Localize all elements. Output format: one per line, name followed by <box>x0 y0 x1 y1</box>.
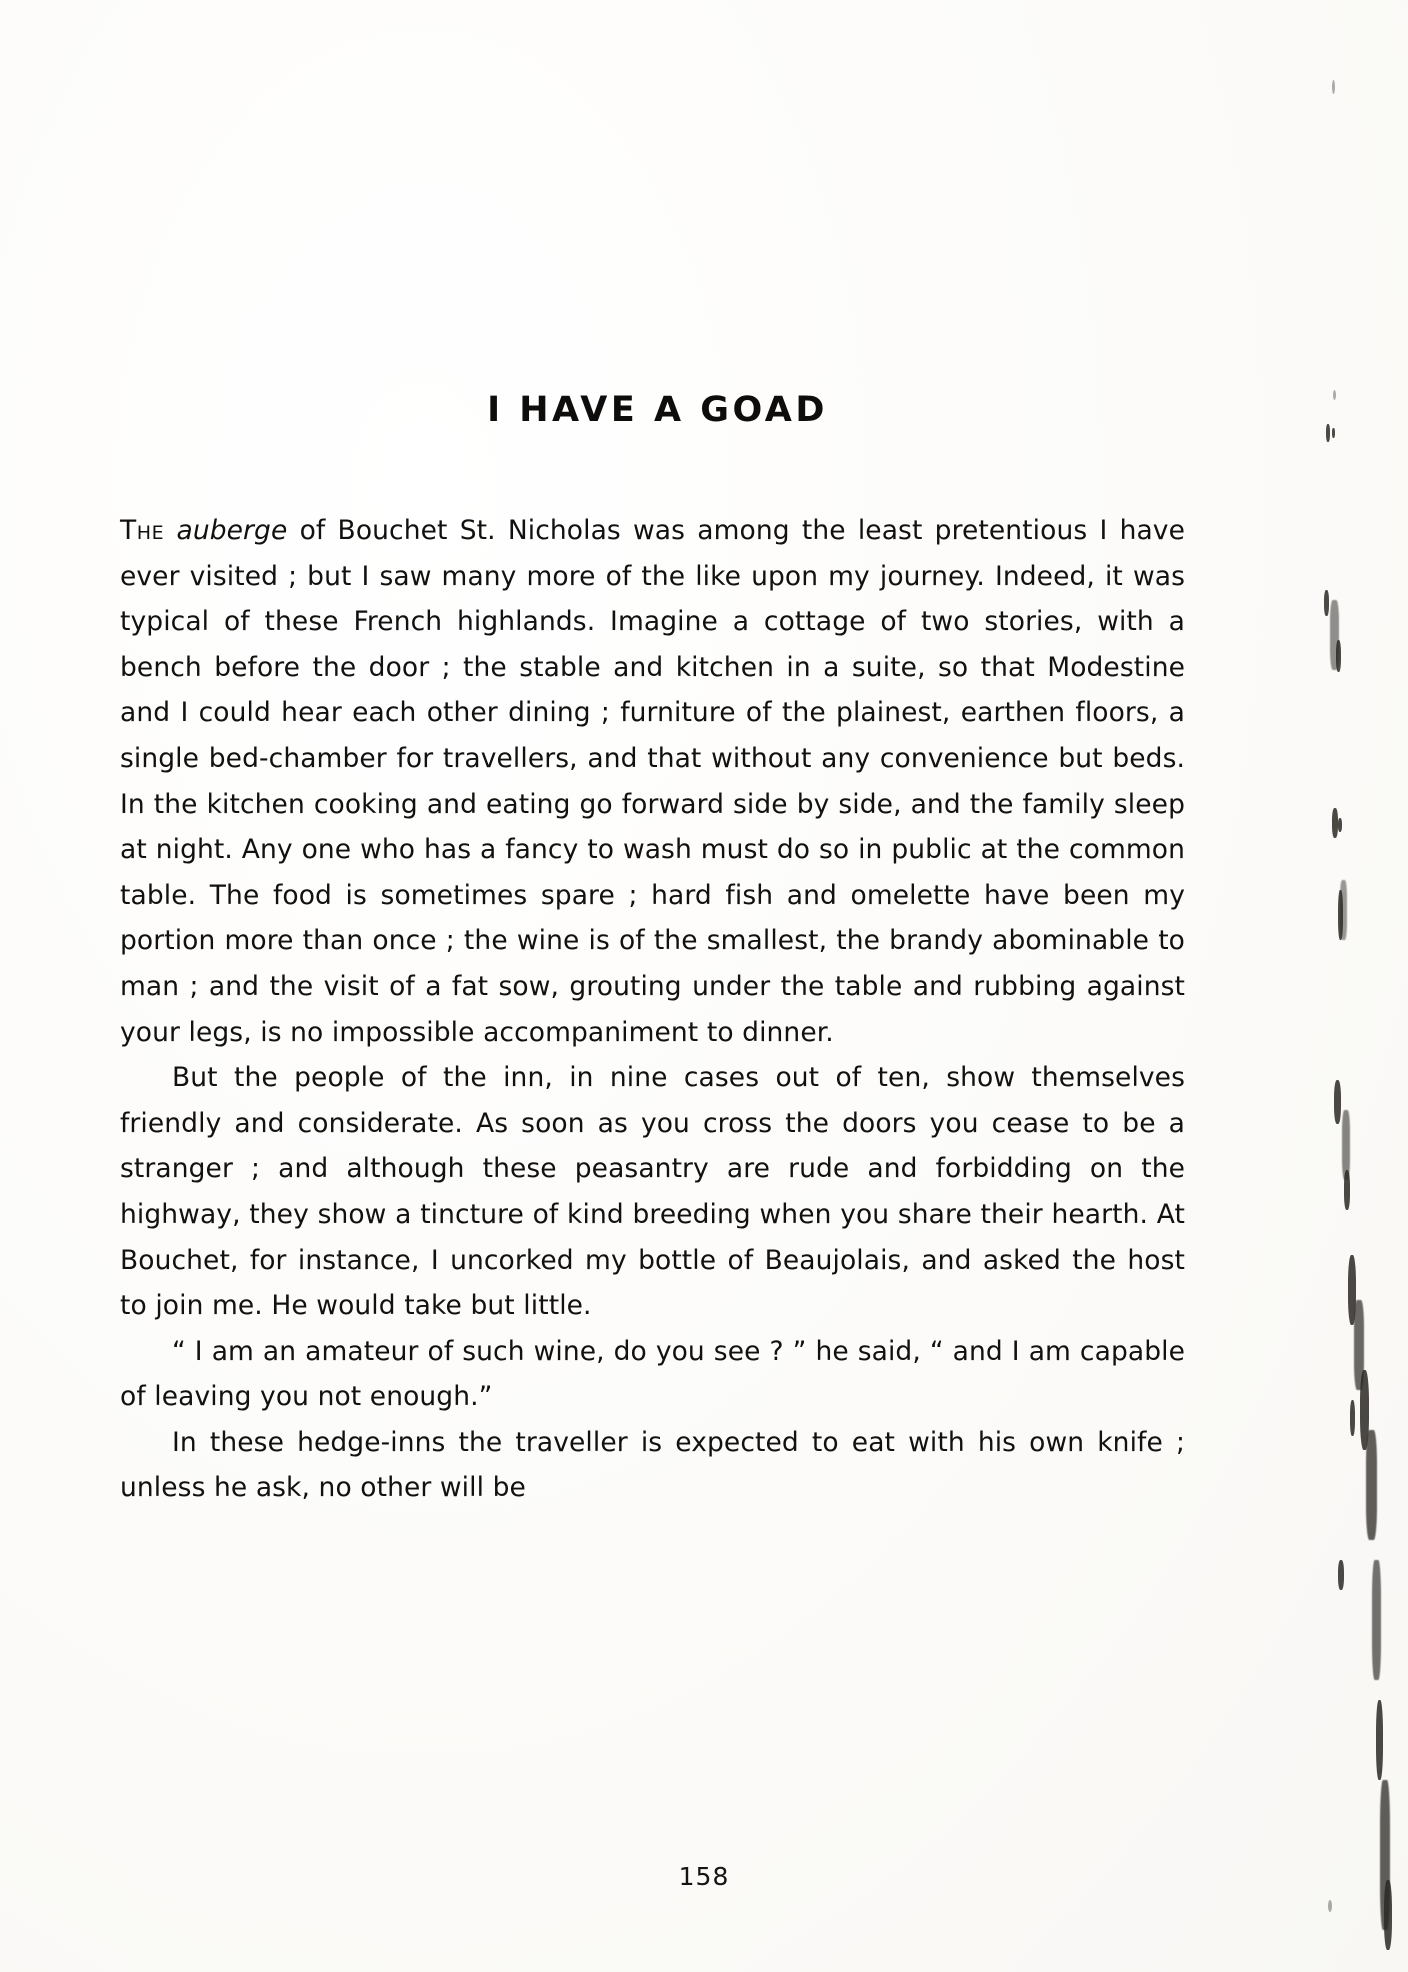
paragraph-1-leadin-smallcaps: The <box>120 515 165 546</box>
page-title: I HAVE A GOAD <box>487 390 828 430</box>
paragraph-3: “ I am an amateur of such wine, do you see ? ” he said, “ and I am capable of leaving you not enough.” <box>120 1335 1185 1413</box>
paragraph-1-text: of Bouchet St. Nicholas was among the least pretentious I have ever visited ; but I saw many more of the like upon my journey. Indeed, it was typical of these French highlands. Imagine a cottage of two stories, with a bench before the door ; the stable and kitchen in a suite, so that Modestine and I could hear each other dining ; furniture of the plainest, earthen floors, a single bed-chamber for travellers, and that without any convenience but beds. In the kitchen cooking and eating go forward side by side, and the family sleep at night. Any one who has a fancy to wash must do so in public at the common table. The food is sometimes spare ; hard fish and omelette have been my portion more than once ; the wine is of the smallest, the brandy abominable to man ; and the visit of a fat sow, grouting under the table and rubbing against your legs, is no impossible accompaniment to dinner. <box>120 515 1185 1048</box>
page-content <box>120 390 1185 1511</box>
paragraph-2: But the people of the inn, in nine cases out of ten, show themselves friendly and considerate. As soon as you cross the doors you cease to be a stranger ; and although these peasantry are rude and forbidding on the highway, they show a tincture of kind breeding when you share their hearth. At Bouchet, for instance, I uncorked my bottle of Beaujolais, and asked the host to join me. He would take but little. <box>120 1062 1185 1322</box>
page-number: 158 <box>678 1862 730 1891</box>
paragraph-1-leadin-italic: auberge <box>176 515 288 546</box>
body-text <box>120 508 1185 1511</box>
paragraph-4: In these hedge-inns the traveller is expected to eat with his own knife ; unless he ask, no other will be <box>120 1426 1185 1504</box>
paragraph-1 <box>120 508 1185 1055</box>
